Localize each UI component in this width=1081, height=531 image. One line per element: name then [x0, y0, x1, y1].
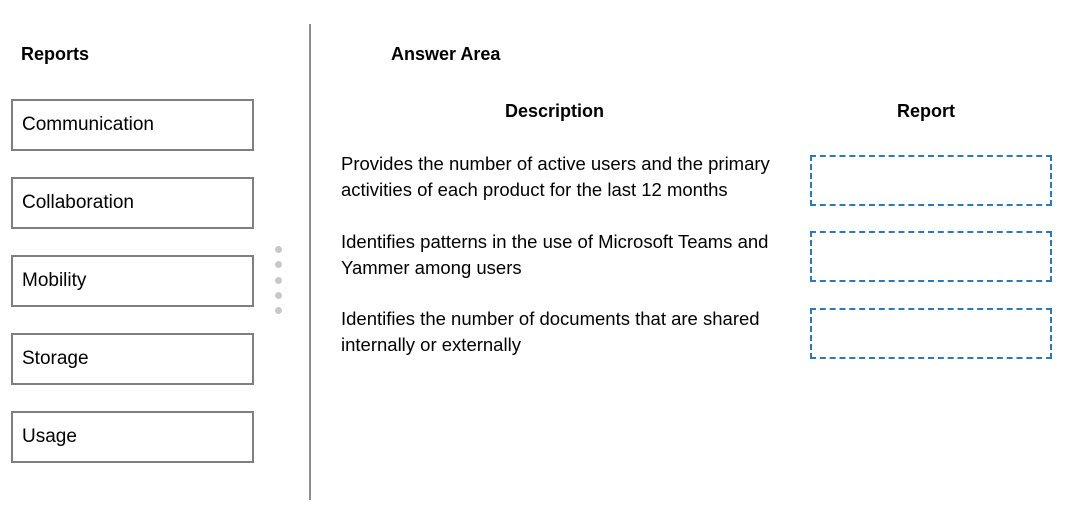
- report-drop-target[interactable]: [810, 155, 1052, 206]
- answer-area-heading: Answer Area: [391, 44, 501, 64]
- handle-dot: [275, 246, 282, 253]
- report-item-storage[interactable]: [11, 333, 254, 385]
- report-item-communication[interactable]: [11, 99, 254, 151]
- description-text: Identifies patterns in the use of Microsoft Teams and Yammer among users: [341, 231, 769, 278]
- report-item-label: Usage: [22, 426, 77, 447]
- panel-divider: [309, 24, 311, 500]
- description-column-header: Description: [505, 101, 605, 121]
- handle-dot: [275, 307, 282, 314]
- report-column-header: Report: [897, 101, 955, 121]
- reports-heading: Reports: [21, 44, 90, 64]
- description-text: Identifies the number of documents that are shared internally or externally: [341, 308, 760, 355]
- report-list: [11, 99, 254, 489]
- drag-handle-icon[interactable]: [273, 246, 283, 314]
- handle-dot: [275, 261, 282, 268]
- handle-dot: [275, 292, 282, 299]
- description-text: Provides the number of active users and the primary activities of each product for the last 12 months: [341, 153, 770, 200]
- report-item-label: Collaboration: [22, 192, 134, 213]
- report-item-label: Mobility: [22, 270, 87, 291]
- report-item-mobility[interactable]: [11, 255, 254, 307]
- report-item-usage[interactable]: [11, 411, 254, 463]
- report-item-collaboration[interactable]: [11, 177, 254, 229]
- report-drop-target[interactable]: [810, 231, 1052, 282]
- report-drop-target[interactable]: [810, 308, 1052, 359]
- report-item-label: Storage: [22, 348, 89, 369]
- report-item-label: Communication: [22, 114, 154, 135]
- handle-dot: [275, 277, 282, 284]
